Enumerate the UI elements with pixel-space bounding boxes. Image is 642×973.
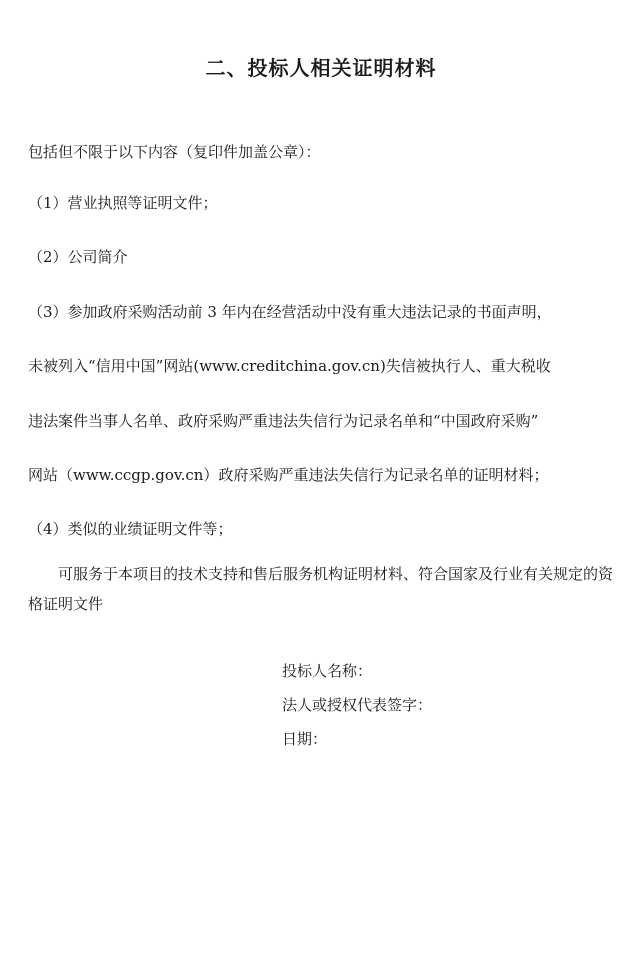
- item-3-line-3: 违法案件当事人名单、政府采购严重违法失信行为记录名单和“中国政府采购”: [28, 412, 539, 430]
- item-1: （1）营业执照等证明文件；: [28, 194, 218, 212]
- item-3-line-1: （3）参加政府采购活动前 3 年内在经营活动中没有重大违法记录的书面声明，: [28, 303, 552, 321]
- intro-text: 包括但不限于以下内容（复印件加盖公章）：: [28, 143, 321, 161]
- item-3-line-4: 网站（www.ccgp.gov.cn）政府采购严重违法失信行为记录名单的证明材料；: [28, 466, 549, 484]
- date-label: 日期：: [282, 730, 328, 748]
- bidder-name-label: 投标人名称：: [282, 662, 373, 680]
- item-3-line-2: 未被列入“信用中国”网站(www.creditchina.gov.cn)失信被执行人、重大税收: [28, 357, 551, 375]
- item-4: （4）类似的业绩证明文件等；: [28, 520, 233, 538]
- service-note: 可服务于本项目的技术支持和售后服务机构证明材料、符合国家及行业有关规定的资格证明文件: [28, 565, 614, 613]
- legal-rep-signature-label: 法人或授权代表签字：: [282, 696, 433, 714]
- document-title: 二、投标人相关证明材料: [205, 56, 437, 80]
- item-2: （2）公司简介: [28, 248, 128, 266]
